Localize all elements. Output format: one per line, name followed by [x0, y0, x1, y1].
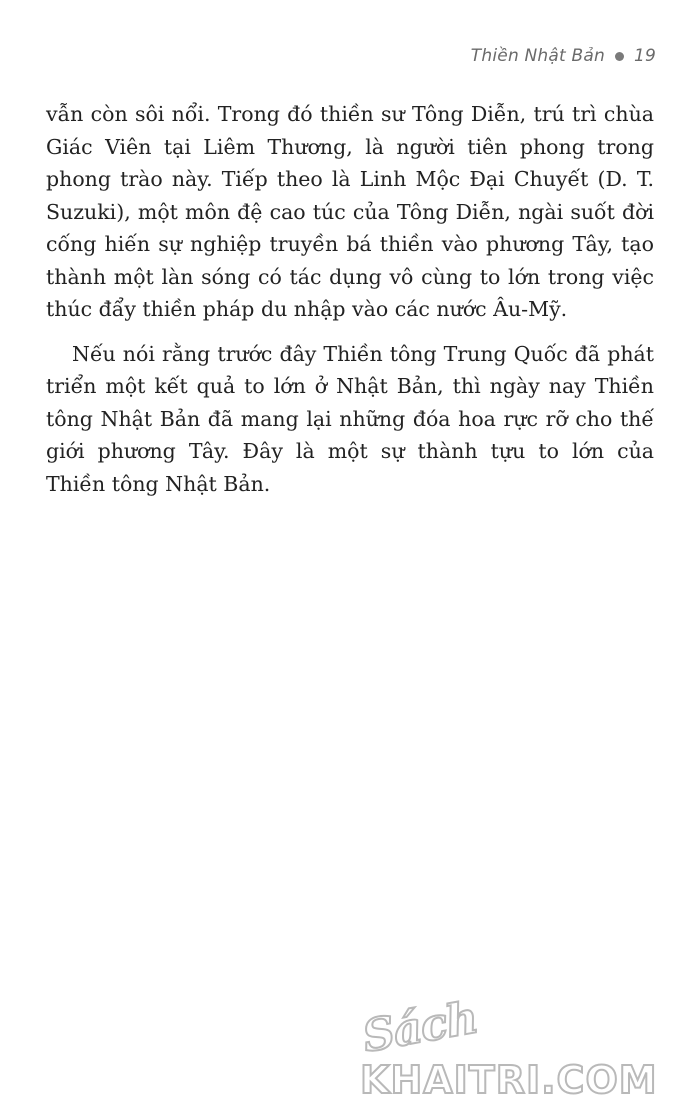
text-line: thành một làn sóng có tác dụng vô cùng to lớn trong việc [46, 264, 654, 289]
watermark-logo [358, 992, 688, 1110]
body-text [46, 98, 654, 512]
header-title: Thiền Nhật Bản [470, 46, 605, 66]
watermark-script: Sách [358, 992, 482, 1063]
text-line: giới phương Tây. Đây là một sự thành tựu to lớn của [46, 439, 654, 463]
watermark-brand: KHAITRI.COM [360, 1058, 658, 1102]
paragraph-2 [46, 338, 654, 501]
text-line: Thiền tông Nhật Bản. [46, 471, 271, 496]
text-line: Giác Viên tại Liêm Thương, là người tiên phong trong [46, 134, 654, 159]
running-header [471, 46, 656, 66]
text-line: vẫn còn sôi nổi. Trong đó thiền sư Tông Diễn, trú trì chùa [46, 102, 654, 126]
paragraph-1 [46, 98, 654, 326]
text-line: cống hiến sự nghiệp truyền bá thiền vào phương Tây, tạo [46, 232, 654, 256]
text-line: Suzuki), một môn đệ cao túc của Tông Diễn, ngài suốt đời [46, 199, 654, 224]
text-line: phong trào này. Tiếp theo là Linh Mộc Đại Chuyết (D. T. [46, 167, 654, 191]
page-number: 19 [633, 46, 656, 66]
text-line: Nếu nói rằng trước đây Thiền tông Trung Quốc đã phát [72, 341, 654, 366]
bullet-icon [615, 52, 624, 61]
text-line: thúc đẩy thiền pháp du nhập vào các nước Âu-Mỹ. [46, 297, 568, 321]
text-line: triển một kết quả to lớn ở Nhật Bản, thì ngày nay Thiền [46, 374, 654, 398]
text-line: tông Nhật Bản đã mang lại những đóa hoa rực rỡ cho thế [46, 406, 654, 431]
